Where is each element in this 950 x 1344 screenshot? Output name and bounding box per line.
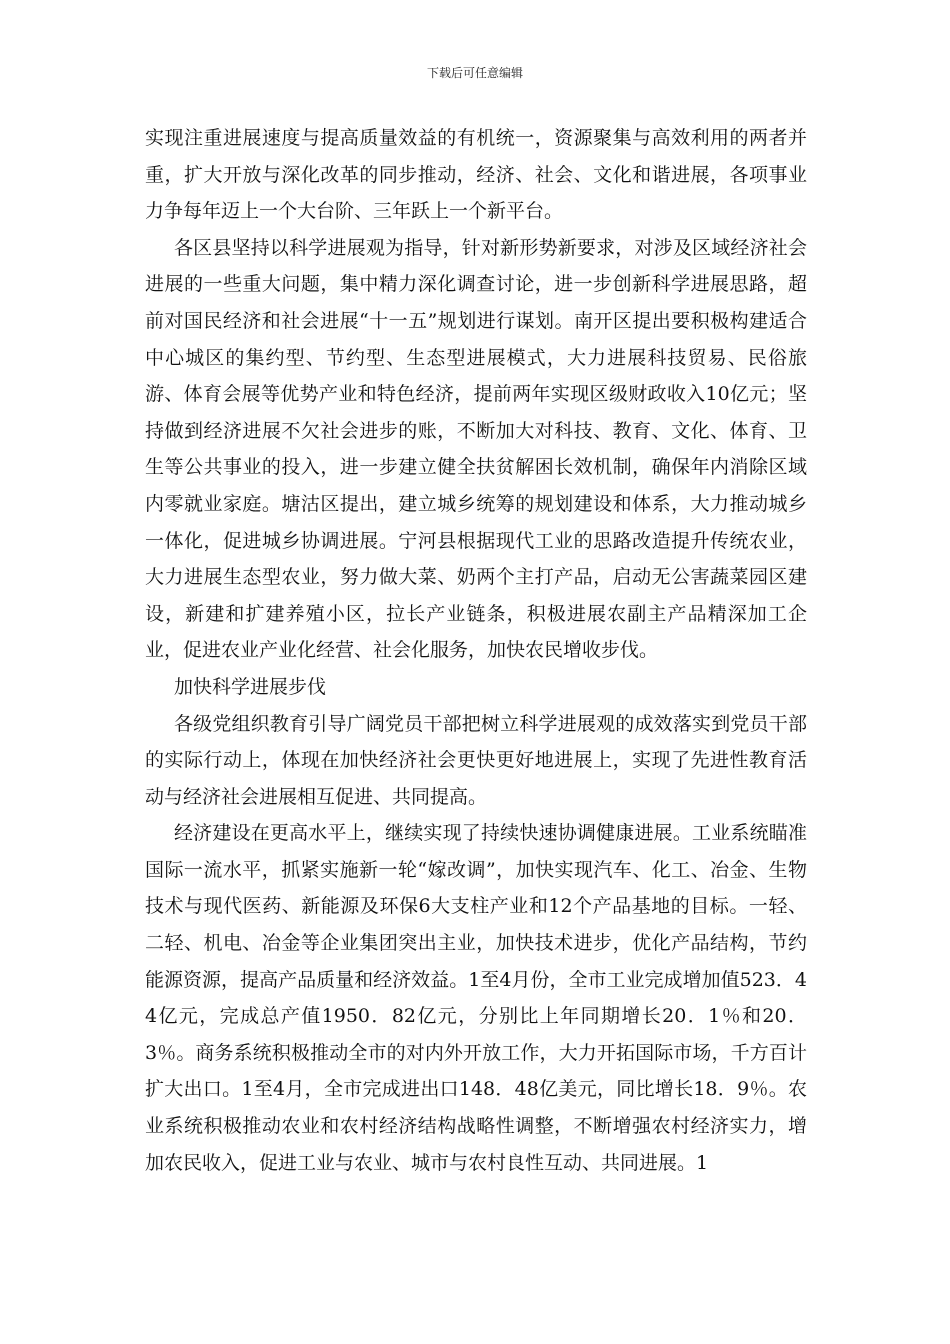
page-header: 下载后可任意编辑	[426, 66, 523, 80]
paragraph: 经济建设在更高水平上，继续实现了持续快速协调健康进展。工业系统瞄准国际一流水平，抓紧实施新一轮“嫁改调”，加快实现汽车、化工、冶金、生物技术与现代医药、新能源及环保6大支柱产业和12个产品基地的目标。一轻、二轻、机电、冶金等企业集团突出主业，加快技术进步，优化产品结构，节约能源资源，提高产品质量和经济效益。1至4月份，全市工业完成增加值523．44亿元，完成总产值1950．82亿元，分别比上年同期增长20．1％和20．3％。商务系统积极推动全市的对内外开放工作，大力开拓国际市场，千方百计扩大出口。1至4月，全市完成进出口148．48亿美元，同比增长18．9％。农业系统积极推动农业和农村经济结构战略性调整，不断增强农村经济实力，增加农民收入，促进工业与农业、城市与农村良性互动、共同进展。1	[145, 822, 807, 1174]
paragraph: 各级党组织教育引导广阔党员干部把树立科学进展观的成效落实到党员干部的实际行动上，体现在加快经济社会更快更好地进展上，实现了先进性教育活动与经济社会进展相互促进、共同提高。	[145, 712, 807, 808]
document-body	[145, 120, 807, 1181]
section-heading: 加快科学进展步伐	[174, 675, 327, 698]
paragraph: 各区县坚持以科学进展观为指导，针对新形势新要求，对涉及区域经济社会进展的一些重大问题，集中精力深化调查讨论，进一步创新科学进展思路，超前对国民经济和社会进展“十一五”规划进行谋划。南开区提出要积极构建适合中心城区的集约型、节约型、生态型进展模式，大力进展科技贸易、民俗旅游、体育会展等优势产业和特色经济，提前两年实现区级财政收入10亿元；坚持做到经济进展不欠社会进步的账，不断加大对科技、教育、文化、体育、卫生等公共事业的投入，进一步建立健全扶贫解困长效机制，确保年内消除区域内零就业家庭。塘沽区提出，建立城乡统筹的规划建设和体系，大力推动城乡一体化，促进城乡协调进展。宁河县根据现代工业的思路改造提升传统农业，大力进展生态型农业，努力做大菜、奶两个主打产品，启动无公害蔬菜园区建设，新建和扩建养殖小区，拉长产业链条，积极进展农副主产品精深加工企业，促进农业产业化经营、社会化服务，加快农民增收步伐。	[145, 236, 807, 662]
paragraph: 实现注重进展速度与提高质量效益的有机统一，资源聚集与高效利用的两者并重，扩大开放与深化改革的同步推动，经济、社会、文化和谐进展，各项事业力争每年迈上一个大台阶、三年跃上一个新平台。	[145, 127, 807, 223]
